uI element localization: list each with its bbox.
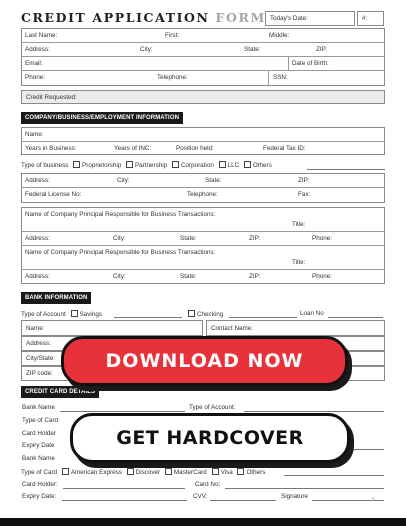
proprietorship-checkbox[interactable] <box>73 161 80 168</box>
last-name-field[interactable]: Last Name: <box>25 32 58 39</box>
company-fax-field[interactable]: Fax: <box>298 191 311 198</box>
principal-1-address-field[interactable]: Address: <box>25 235 50 242</box>
card-no-field[interactable]: Card No: <box>195 481 221 488</box>
principal-1-title-field[interactable]: Title: <box>292 221 306 228</box>
principal-1-state-field[interactable]: State: <box>180 235 197 242</box>
title-sub: FORM <box>215 10 266 25</box>
company-section-heading: COMPANY/BUSINESS/EMPLOYMENT INFORMATION <box>21 112 183 124</box>
state-field[interactable]: State: <box>244 46 261 53</box>
form-title <box>21 10 266 25</box>
page-number: 5 <box>372 497 376 503</box>
first-name-field[interactable]: First: <box>165 32 179 39</box>
company-state-field[interactable]: State: <box>205 177 222 184</box>
phone-field[interactable]: Phone: <box>25 74 45 81</box>
bank-address-label: Address: <box>26 340 51 347</box>
card-type-account-field[interactable]: Type of Account: <box>189 404 236 411</box>
fed-tax-field[interactable]: Federal Tax ID: <box>263 145 306 152</box>
card-holder-field[interactable]: Card Holder <box>22 430 56 437</box>
credit-requested-field[interactable] <box>21 90 385 104</box>
account-type-row <box>21 310 102 318</box>
mastercard-label: MasterCard <box>173 469 207 476</box>
todays-date-label: Today's Date: <box>270 15 308 22</box>
card-holder2-field[interactable]: Card Holder: <box>22 481 58 488</box>
bank-city-state-label: City/State: <box>26 355 56 362</box>
number-field[interactable] <box>357 11 384 26</box>
get-hardcover-button[interactable]: GET HARDCOVER <box>70 413 350 463</box>
principal-2-zip-field[interactable]: ZIP: <box>249 273 261 280</box>
savings-label: Savings <box>79 311 102 318</box>
principal-2-field[interactable]: Name of Company Principal Responsible for Business Transactions: <box>25 249 216 256</box>
card-cvv-field[interactable]: CVV: <box>193 493 208 500</box>
city-field[interactable]: City: <box>140 46 153 53</box>
company-address-block <box>21 173 385 203</box>
position-field[interactable]: Position held: <box>176 145 214 152</box>
visa-checkbox[interactable] <box>212 468 219 475</box>
bottom-bar <box>0 518 406 526</box>
principal-2-phone-field[interactable]: Phone: <box>312 273 332 280</box>
fed-license-field[interactable]: Federal License No: <box>25 191 82 198</box>
others-checkbox[interactable] <box>244 161 251 168</box>
card2-bank-name-field[interactable]: Bank Name <box>22 455 55 462</box>
principal-1-field[interactable]: Name of Company Principal Responsible for Business Transactions: <box>25 211 216 218</box>
middle-name-field[interactable]: Middle: <box>269 32 290 39</box>
visa-label: Visa <box>220 469 233 476</box>
bank-contact-label: Contact Name: <box>211 325 253 332</box>
card-others-label: Others <box>246 469 266 476</box>
principal-2-state-field[interactable]: State: <box>180 273 197 280</box>
zip-field[interactable]: ZIP: <box>316 46 328 53</box>
download-now-button[interactable]: DOWNLOAD NOW <box>61 336 348 386</box>
amex-checkbox[interactable] <box>62 468 69 475</box>
llc-label: LLC <box>227 162 240 169</box>
card-expiry-field[interactable]: Expiry Date <box>22 442 55 449</box>
number-label: #: <box>362 15 368 22</box>
amex-label: American Express <box>70 469 122 476</box>
bank-contact-field[interactable] <box>206 320 385 336</box>
todays-date-field[interactable] <box>265 11 355 26</box>
dob-field[interactable]: Date of Birth: <box>292 60 329 67</box>
partnership-checkbox[interactable] <box>126 161 133 168</box>
years-inc-field[interactable]: Years of INC: <box>114 145 152 152</box>
card-others-checkbox[interactable] <box>237 468 244 475</box>
loan-no-field[interactable]: Loan No <box>300 310 324 317</box>
principal-1-phone-field[interactable]: Phone: <box>312 235 332 242</box>
personal-info-block <box>21 28 385 86</box>
checking-label: Checking <box>197 311 224 318</box>
card-bank-name-field[interactable]: Bank Name <box>22 404 55 411</box>
card-expiry2-field[interactable]: Expiry Date: <box>22 493 57 500</box>
mastercard-checkbox[interactable] <box>165 468 172 475</box>
principal-1-city-field[interactable]: City: <box>113 235 126 242</box>
telephone-field[interactable]: Telephone: <box>157 74 188 81</box>
company-city-field[interactable]: City: <box>117 177 130 184</box>
business-type-label: Type of business <box>21 162 69 169</box>
checking-checkbox[interactable] <box>188 310 195 317</box>
email-field[interactable]: Email: <box>25 60 43 67</box>
title-main: CREDIT APPLICATION <box>21 10 210 25</box>
principal-2-city-field[interactable]: City: <box>113 273 126 280</box>
card-section-heading: CREDIT CARD DETAILS <box>21 386 99 398</box>
signature-field[interactable]: Signature <box>281 493 308 500</box>
company-zip-field[interactable]: ZIP: <box>298 177 310 184</box>
card-brand-label: Type of Card <box>21 469 58 476</box>
proprietorship-label: Proprietorship <box>82 162 122 169</box>
others-label: Others <box>252 162 272 169</box>
corporation-checkbox[interactable] <box>172 161 179 168</box>
address-field[interactable]: Address: <box>25 46 50 53</box>
bank-name-field[interactable] <box>21 320 203 336</box>
corporation-label: Corporation <box>180 162 214 169</box>
bank-section-heading: BANK INFORMATION <box>21 292 91 304</box>
partnership-label: Partnership <box>134 162 168 169</box>
years-business-field[interactable]: Years in Business: <box>25 145 77 152</box>
principal-2-address-field[interactable]: Address: <box>25 273 50 280</box>
business-type-row <box>21 161 272 169</box>
discover-checkbox[interactable] <box>127 468 134 475</box>
card-type-field[interactable]: Type of Card <box>22 417 59 424</box>
discover-label: Discover <box>135 469 161 476</box>
account-type-label: Type of Account <box>21 311 66 318</box>
company-telephone-field[interactable]: Telephone: <box>187 191 218 198</box>
bank-name-label: Name: <box>26 325 45 332</box>
bank-zip-label: ZIP code: <box>26 370 53 377</box>
principal-1-zip-field[interactable]: ZIP: <box>249 235 261 242</box>
card-brand-row <box>21 468 265 476</box>
checking-option <box>185 310 223 318</box>
ssn-field[interactable]: SSN: <box>273 74 288 81</box>
company-name-field[interactable]: Name: <box>25 131 44 138</box>
savings-checkbox[interactable] <box>71 310 78 317</box>
company-address-field[interactable]: Address: <box>25 177 50 184</box>
credit-requested-label: Credit Requested: <box>26 94 77 101</box>
principal-2-title-field[interactable]: Title: <box>292 259 306 266</box>
llc-checkbox[interactable] <box>219 161 226 168</box>
